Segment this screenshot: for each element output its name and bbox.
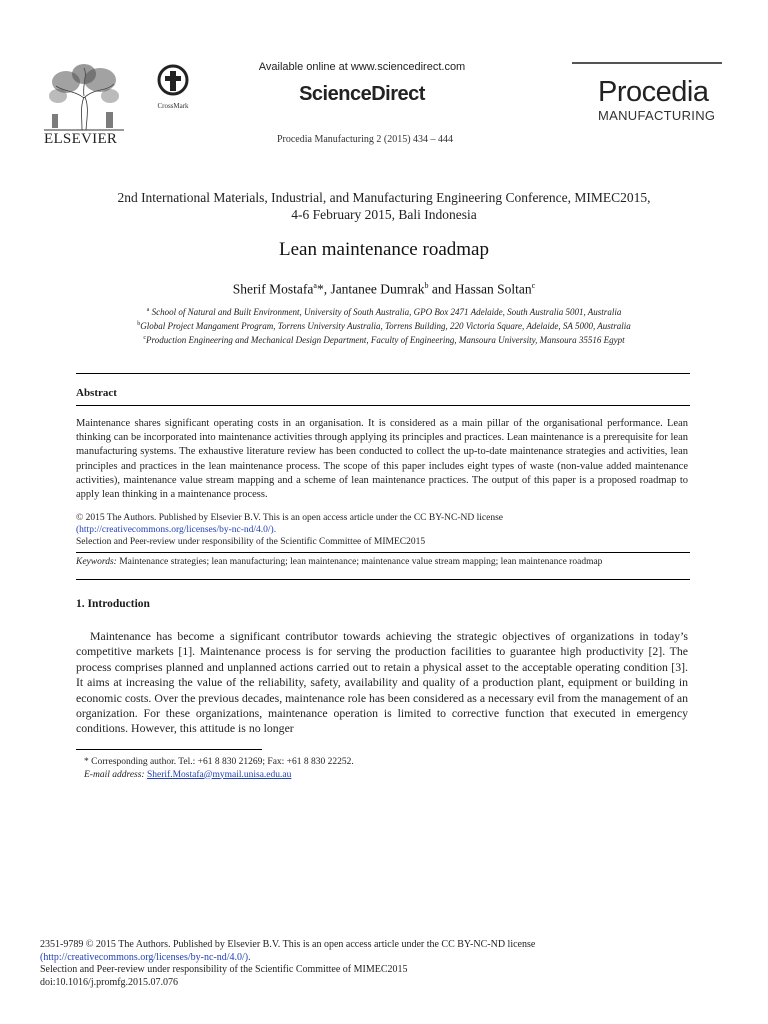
journal-logo-name: Procedia	[598, 76, 709, 108]
issn-license-line: 2351-9789 © 2015 The Authors. Published by Elsevier B.V. This is an open access article under the CC BY-NC-ND license	[40, 939, 536, 950]
section-divider	[76, 405, 690, 406]
affiliation-sup: b	[137, 321, 141, 327]
email-label: E-mail address:	[84, 769, 145, 780]
crossmark-badge[interactable]	[152, 64, 194, 110]
crossmark-label: CrossMark	[157, 102, 189, 110]
author-name: Jantanee Dumrak	[330, 281, 425, 297]
doi: doi:10.1016/j.promfg.2015.07.076	[40, 976, 179, 988]
journal-logo-subtitle: MANUFACTURING	[598, 108, 716, 123]
author-mark: *,	[316, 281, 328, 297]
keywords	[76, 557, 688, 567]
introduction-text: Maintenance has become a significant contributor towards achieving the strategic objectives of organizations in today’s competitive markets [1]. Maintenance process is for serving the production facilities to guarantee high productivity [2]. The process comprises planned and unplanned actions carried out to retain a physical asset to the acceptable operating condition [3]. It aims at increasing the value of the reliability, safety, availability and quality of a production plant, equipment or building in economic costs. Over the previous decades, maintenance role has been considered as a necessary evil from the management of an organization. For these organizations, maintenance operation is limited to corrective function that executed in emergency conditions. However, this attitude is no longer	[76, 629, 688, 736]
procedia-top-rule	[572, 62, 722, 64]
footer-peer-review: Selection and Peer-review under responsibility of the Scientific Committee of MIMEC2015	[40, 964, 408, 975]
conference-line-2: 4-6 February 2015, Bali Indonesia	[291, 207, 477, 222]
footnote	[84, 756, 354, 781]
section-heading-introduction: 1. Introduction	[76, 598, 150, 610]
sciencedirect-brand: ScienceDirect	[299, 83, 425, 105]
abstract-heading: Abstract	[76, 387, 117, 399]
crossmark-icon	[157, 64, 189, 96]
author-name: Hassan Soltan	[454, 281, 532, 297]
abstract-text: Maintenance shares significant operating costs in an organisation. It is considered as a main pillar of the organisational performance. Lean thinking can be incorporated into maintenance activities through applying its principles and practices. Lean maintenance is a prerequisite for lean manufacturing systems. The exhaustive literature review has been conducted to collect the up-to-date maintenance strategies and activities, lean principles and practices in the lean maintenance process. The scope of this paper includes eight types of waste (non-value added maintenance activities), maintenance value stream mapping and a scheme of lean maintenance practices. The output of this paper is a proposed roadmap to apply lean thinking in a maintenance process.	[76, 418, 688, 501]
available-online-text: Available online at www.sciencedirect.com	[258, 61, 466, 73]
elsevier-tree-logo	[44, 62, 124, 132]
affiliation	[40, 335, 728, 345]
affiliation-text: Global Project Mangament Program, Torrens University Australia, Torrens Building, 220 Victoria Square, Adelaide, SA 5000, Australia	[140, 321, 631, 331]
keywords-label: Keywords:	[76, 557, 117, 567]
affiliation	[40, 307, 728, 317]
conference-info	[40, 189, 728, 223]
section-divider	[76, 579, 690, 580]
license-line: © 2015 The Authors. Published by Elsevier B.V. This is an open access article under the CC BY-NC-ND license	[76, 513, 504, 523]
footer-license-link[interactable]: (http://creativecommons.org/licenses/by-nc-nd/4.0/).	[40, 951, 251, 963]
footnote-rule	[76, 749, 262, 750]
section-divider	[76, 373, 690, 374]
email-link[interactable]: Sherif.Mostafa@mymail.unisa.edu.au	[146, 769, 292, 780]
email-line	[84, 769, 354, 782]
author-mark: and	[428, 281, 452, 297]
affiliation	[40, 321, 728, 331]
section-divider	[76, 552, 690, 553]
peer-review-line: Selection and Peer-review under responsibility of the Scientific Committee of MIMEC2015	[76, 537, 426, 547]
affiliation-text: Production Engineering and Mechanical Design Department, Faculty of Engineering, Mansoura University, Mansoura 35516 Egypt	[146, 335, 625, 345]
paper-title: Lean maintenance roadmap	[279, 239, 489, 260]
affiliation-sup: c	[143, 335, 147, 341]
author-list	[40, 281, 728, 298]
license-link[interactable]: (http://creativecommons.org/licenses/by-nc-nd/4.0/).	[76, 525, 277, 535]
author-affil-sup: c	[531, 281, 536, 290]
page-footer	[40, 939, 720, 989]
affiliation-sup: a	[146, 307, 150, 313]
license-statement	[76, 512, 688, 548]
author-name: Sherif Mostafa	[232, 281, 314, 297]
affiliation-text: School of Natural and Built Environment, University of South Australia, GPO Box 2471 Adelaide, South Australia 5001, Australia	[151, 307, 622, 317]
conference-line-1: 2nd International Materials, Industrial, and Manufacturing Engineering Conference, MIMEC2015,	[117, 190, 651, 205]
author-affil-sup: b	[424, 281, 429, 290]
author-affil-sup: a	[313, 281, 317, 290]
publisher-wordmark: ELSEVIER	[44, 131, 118, 147]
keywords-text: Maintenance strategies; lean manufacturing; lean maintenance; maintenance value stream mapping; lean maintenance roadmap	[119, 557, 603, 567]
journal-citation: Procedia Manufacturing 2 (2015) 434 – 444	[276, 134, 454, 145]
corresponding-author: * Corresponding author. Tel.: +61 8 830 21269; Fax: +61 8 830 22252.	[84, 757, 354, 767]
